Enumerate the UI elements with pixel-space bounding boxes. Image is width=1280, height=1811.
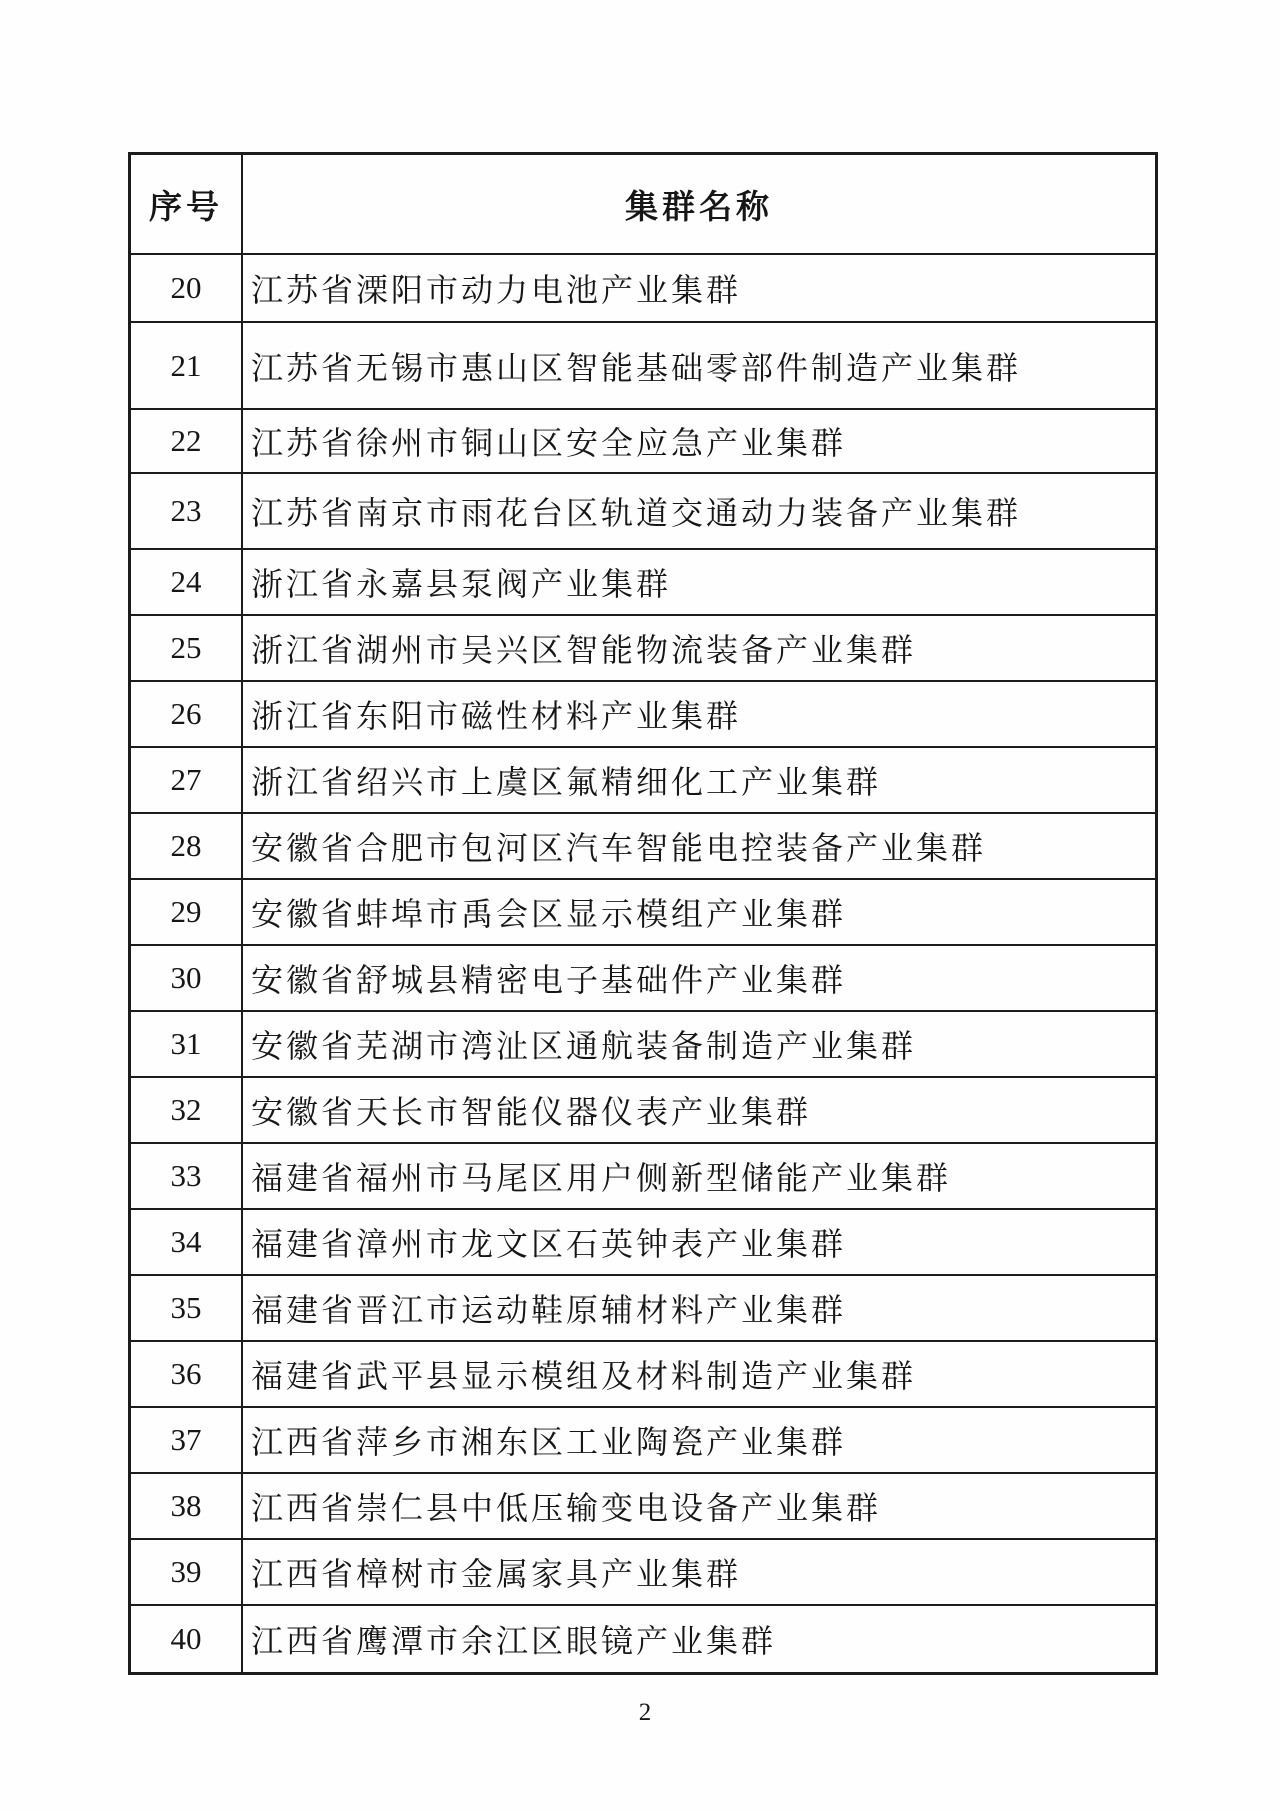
- row-index: 21: [170, 347, 202, 383]
- row-name: 福建省福州市马尾区用户侧新型储能产业集群: [251, 1160, 952, 1196]
- table-row: [131, 946, 1155, 1012]
- row-index: 22: [170, 423, 202, 458]
- row-index-cell: [131, 946, 243, 1010]
- row-name-cell: [243, 323, 1155, 408]
- table-body: [131, 255, 1155, 1672]
- row-index-cell: [131, 880, 243, 944]
- row-index-cell: [131, 682, 243, 746]
- row-name: 江西省萍乡市湘东区工业陶瓷产业集群: [251, 1424, 847, 1460]
- table-row: [131, 1144, 1155, 1210]
- row-name: 安徽省舒城县精密电子基础件产业集群: [251, 962, 847, 998]
- row-name: 浙江省东阳市磁性材料产业集群: [251, 698, 742, 734]
- row-name: 江西省崇仁县中低压输变电设备产业集群: [251, 1490, 882, 1526]
- row-index-cell: [131, 1078, 243, 1142]
- row-index: 35: [170, 1290, 202, 1325]
- row-name-cell: [243, 1078, 1155, 1142]
- row-name-cell: [243, 748, 1155, 812]
- row-index: 31: [170, 1026, 202, 1061]
- row-index: 27: [170, 762, 202, 797]
- table-row: [131, 880, 1155, 946]
- table-row: [131, 1276, 1155, 1342]
- row-index: 38: [170, 1488, 202, 1523]
- row-name: 福建省漳州市龙文区石英钟表产业集群: [251, 1226, 847, 1262]
- row-name-cell: [243, 1342, 1155, 1406]
- row-name: 江西省鹰潭市余江区眼镜产业集群: [251, 1623, 777, 1659]
- row-name-cell: [243, 682, 1155, 746]
- table-row: [131, 474, 1155, 550]
- row-name-cell: [243, 474, 1155, 548]
- row-index-cell: [131, 1540, 243, 1604]
- row-name-cell: [243, 1540, 1155, 1604]
- row-index-cell: [131, 410, 243, 472]
- header-cell-name: [243, 155, 1155, 253]
- row-index: 33: [170, 1158, 202, 1193]
- row-name: 安徽省蚌埠市禹会区显示模组产业集群: [251, 896, 847, 932]
- row-name-cell: [243, 1276, 1155, 1340]
- row-name-cell: [243, 616, 1155, 680]
- header-name-label: 集群名称: [625, 189, 773, 226]
- row-index: 37: [170, 1422, 202, 1457]
- row-name: 福建省晋江市运动鞋原辅材料产业集群: [251, 1292, 847, 1328]
- row-name: 安徽省天长市智能仪器仪表产业集群: [251, 1094, 812, 1130]
- row-index: 26: [170, 696, 202, 731]
- cluster-table: [128, 152, 1158, 1675]
- row-index-cell: [131, 255, 243, 321]
- table-row: [131, 814, 1155, 880]
- row-name-cell: [243, 1210, 1155, 1274]
- row-index: 25: [170, 630, 202, 665]
- row-index-cell: [131, 323, 243, 408]
- row-index-cell: [131, 616, 243, 680]
- row-index-cell: [131, 1474, 243, 1538]
- row-name-cell: [243, 1012, 1155, 1076]
- table-row: [131, 1474, 1155, 1540]
- row-index: 32: [170, 1092, 202, 1127]
- row-name-cell: [243, 946, 1155, 1010]
- header-cell-index: [131, 155, 243, 253]
- row-name: 江苏省徐州市铜山区安全应急产业集群: [251, 425, 847, 461]
- row-index-cell: [131, 1606, 243, 1672]
- table-row: [131, 1606, 1155, 1672]
- row-name-cell: [243, 410, 1155, 472]
- table-row: [131, 1540, 1155, 1606]
- row-index-cell: [131, 1408, 243, 1472]
- header-index-label: 序号: [149, 189, 223, 226]
- row-name: 浙江省湖州市吴兴区智能物流装备产业集群: [251, 632, 917, 668]
- row-index: 30: [170, 960, 202, 995]
- table-row: [131, 1012, 1155, 1078]
- row-index: 24: [170, 564, 202, 599]
- row-name: 安徽省合肥市包河区汽车智能电控装备产业集群: [251, 830, 987, 866]
- row-name-cell: [243, 814, 1155, 878]
- row-index-cell: [131, 1144, 243, 1208]
- row-name: 安徽省芜湖市湾沚区通航装备制造产业集群: [251, 1028, 917, 1064]
- row-index-cell: [131, 474, 243, 548]
- row-name: 福建省武平县显示模组及材料制造产业集群: [251, 1358, 917, 1394]
- row-name-cell: [243, 255, 1155, 321]
- table-row: [131, 410, 1155, 474]
- row-index-cell: [131, 814, 243, 878]
- row-index: 36: [170, 1356, 202, 1391]
- row-index-cell: [131, 1342, 243, 1406]
- table-row: [131, 1342, 1155, 1408]
- row-index: 23: [170, 493, 202, 528]
- row-index-cell: [131, 1276, 243, 1340]
- row-index: 40: [170, 1621, 202, 1656]
- row-name: 江苏省溧阳市动力电池产业集群: [251, 272, 742, 308]
- table-row: [131, 616, 1155, 682]
- row-name-cell: [243, 1408, 1155, 1472]
- table-row: [131, 748, 1155, 814]
- row-index-cell: [131, 550, 243, 614]
- table-row: [131, 1078, 1155, 1144]
- row-name-cell: [243, 1606, 1155, 1672]
- row-name: 江西省樟树市金属家具产业集群: [251, 1556, 742, 1592]
- row-name: 浙江省绍兴市上虞区氟精细化工产业集群: [251, 764, 882, 800]
- row-index: 34: [170, 1224, 202, 1259]
- row-name-cell: [243, 1144, 1155, 1208]
- row-index: 29: [170, 894, 202, 929]
- row-name-cell: [243, 550, 1155, 614]
- table-row: [131, 1210, 1155, 1276]
- row-index-cell: [131, 1012, 243, 1076]
- row-name-cell: [243, 1474, 1155, 1538]
- row-name: 江苏省南京市雨花台区轨道交通动力装备产业集群: [251, 495, 1022, 531]
- table-row: [131, 1408, 1155, 1474]
- table-row: [131, 550, 1155, 616]
- table-row: [131, 323, 1155, 410]
- row-index: 39: [170, 1554, 202, 1589]
- row-index: 28: [170, 828, 202, 863]
- row-index-cell: [131, 1210, 243, 1274]
- row-index-cell: [131, 748, 243, 812]
- table-row: [131, 255, 1155, 323]
- table-header-row: [131, 155, 1155, 255]
- row-name-cell: [243, 880, 1155, 944]
- page-number: 2: [638, 1699, 652, 1726]
- table-row: [131, 682, 1155, 748]
- row-name: 浙江省永嘉县泵阀产业集群: [251, 566, 672, 602]
- row-name: 江苏省无锡市惠山区智能基础零部件制造产业集群: [251, 349, 1022, 386]
- row-index: 20: [170, 270, 202, 305]
